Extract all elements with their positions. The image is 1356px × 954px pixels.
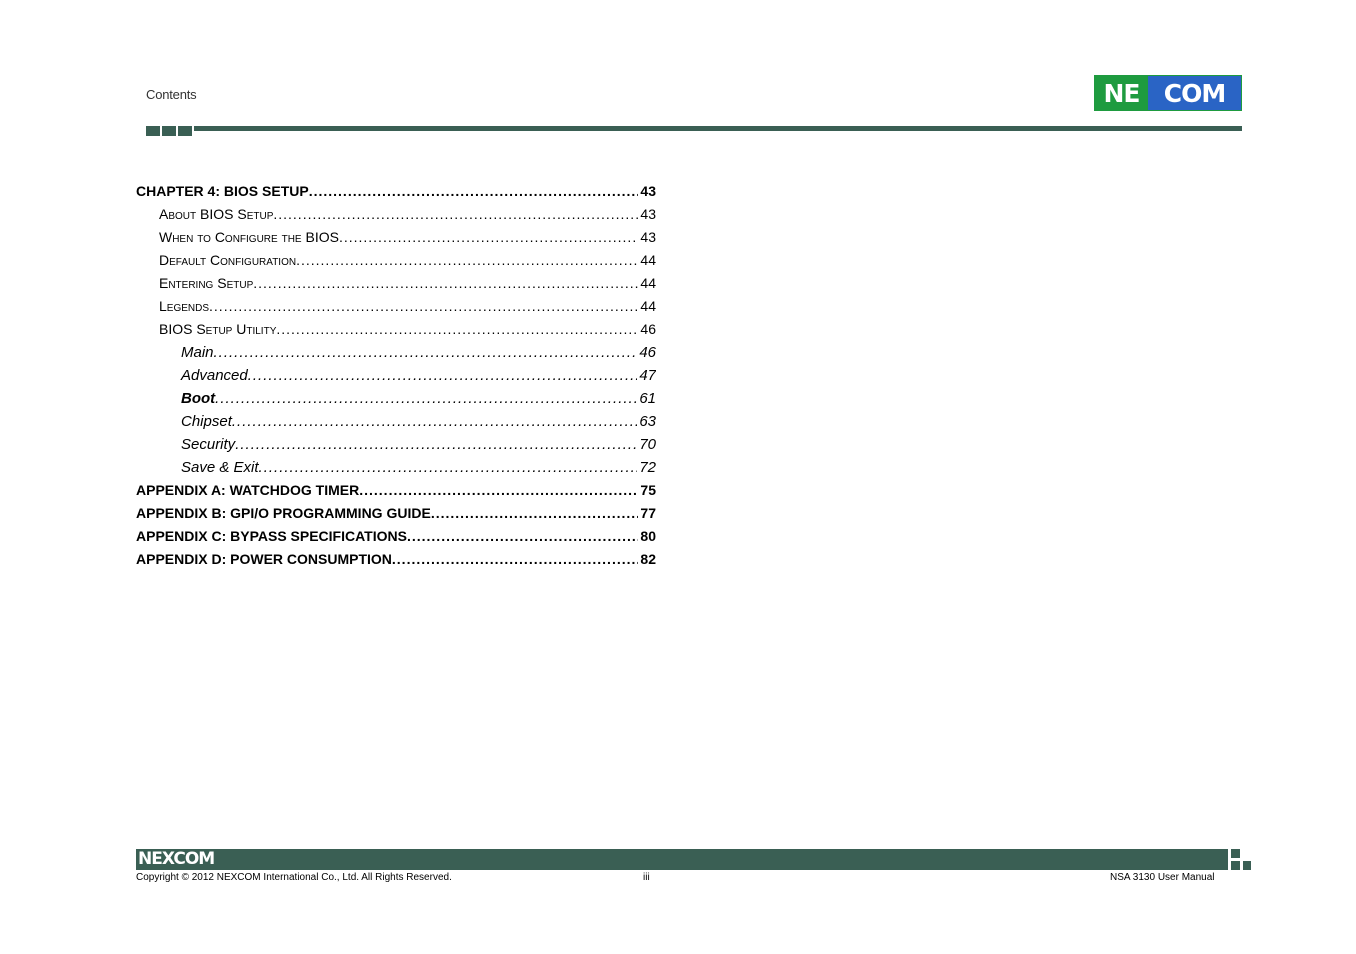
- toc-leader-dots: [215, 387, 637, 410]
- footer-corner-mark: [1231, 861, 1240, 870]
- toc-entry-page: 75: [640, 482, 656, 498]
- toc-entry[interactable]: [136, 456, 656, 479]
- toc-entry[interactable]: [136, 502, 656, 525]
- toc-entry-title: Advanced: [181, 367, 248, 384]
- toc-entry-title: APPENDIX B: GPI/O PROGRAMMING GUIDE: [136, 505, 431, 521]
- header-decoration-blocks: [146, 126, 192, 136]
- page-number: iii: [643, 872, 650, 883]
- toc-leader-dots: [214, 341, 638, 364]
- toc-entry-page: 80: [640, 528, 656, 544]
- toc-leader-dots: [232, 410, 637, 433]
- header-block: [162, 126, 176, 136]
- footer-corner-mark: [1231, 849, 1240, 858]
- toc-entry-page: 82: [640, 551, 656, 567]
- toc-entry-page: 63: [639, 413, 656, 430]
- toc-entry-page: 47: [639, 367, 656, 384]
- toc-leader-dots: [248, 364, 638, 387]
- manual-title: NSA 3130 User Manual: [1110, 872, 1215, 883]
- toc-entry-page: 46: [639, 344, 656, 361]
- toc-entry-title: Chipset: [181, 413, 232, 430]
- toc-entry-title: Main: [181, 344, 214, 361]
- toc-entry-title: APPENDIX A: WATCHDOG TIMER: [136, 482, 360, 498]
- toc-leader-dots: [235, 433, 637, 456]
- toc-entry-title: Security: [181, 436, 236, 453]
- toc-entry-page: 43: [640, 229, 656, 245]
- toc-entry[interactable]: [136, 203, 656, 226]
- toc-entry-title: Save & Exit: [181, 459, 259, 476]
- toc-leader-dots: [276, 318, 638, 341]
- toc-entry[interactable]: [136, 433, 656, 456]
- toc-leader-dots: [273, 203, 638, 226]
- toc-leader-dots: [359, 479, 638, 502]
- toc-entry-page: 70: [639, 436, 656, 453]
- toc-leader-dots: [309, 180, 639, 203]
- footer-corner-mark: [1243, 861, 1251, 870]
- header-block: [146, 126, 160, 136]
- nexcom-logo: [1094, 75, 1242, 111]
- toc-entry-title: When to Configure the BIOS: [159, 229, 339, 245]
- toc-entry-page: 43: [640, 183, 656, 199]
- toc-entry-page: 46: [640, 321, 656, 337]
- toc-leader-dots: [407, 525, 638, 548]
- toc-entry-page: 61: [639, 390, 656, 407]
- header-rule: [194, 126, 1242, 131]
- toc-entry-page: 44: [640, 252, 656, 268]
- footer-bar: [136, 849, 1228, 870]
- toc-leader-dots: [296, 249, 638, 272]
- toc-leader-dots: [392, 548, 639, 571]
- toc-entry-page: 77: [640, 505, 656, 521]
- toc-entry[interactable]: [136, 341, 656, 364]
- toc-entry[interactable]: [136, 226, 656, 249]
- toc-entry[interactable]: [136, 479, 656, 502]
- toc-entry-title: APPENDIX C: BYPASS SPECIFICATIONS: [136, 528, 407, 544]
- toc-entry-title: CHAPTER 4: BIOS SETUP: [136, 183, 309, 199]
- toc-entry[interactable]: [136, 387, 656, 410]
- toc-entry-title: BIOS Setup Utility: [159, 321, 277, 337]
- toc-entry[interactable]: [136, 548, 656, 571]
- logo-ne: NE: [1103, 78, 1140, 108]
- toc-entry-page: 72: [639, 459, 656, 476]
- toc-entry[interactable]: [136, 180, 656, 203]
- toc-entry[interactable]: [136, 295, 656, 318]
- toc-entry-title: Legends: [159, 298, 210, 314]
- footer-logo: NEXCOM: [138, 849, 215, 869]
- toc-entry-title: Boot: [181, 390, 216, 407]
- toc-leader-dots: [209, 295, 638, 318]
- toc-leader-dots: [259, 456, 638, 479]
- toc-entry-page: 43: [640, 206, 656, 222]
- copyright-text: Copyright © 2012 NEXCOM International Co., Ltd. All Rights Reserved.: [136, 872, 452, 883]
- toc-entry[interactable]: [136, 272, 656, 295]
- toc-entry[interactable]: [136, 318, 656, 341]
- table-of-contents: [136, 180, 656, 571]
- toc-entry-page: 44: [640, 298, 656, 314]
- toc-leader-dots: [431, 502, 639, 525]
- toc-entry[interactable]: [136, 364, 656, 387]
- header-block: [178, 126, 192, 136]
- toc-entry-title: APPENDIX D: POWER CONSUMPTION: [136, 551, 392, 567]
- toc-leader-dots: [339, 226, 638, 249]
- toc-entry-title: About BIOS Setup: [159, 206, 274, 222]
- toc-leader-dots: [253, 272, 638, 295]
- toc-entry[interactable]: [136, 410, 656, 433]
- toc-entry-title: Entering Setup: [159, 275, 254, 291]
- toc-entry[interactable]: [136, 525, 656, 548]
- toc-entry-title: Default Configuration: [159, 252, 297, 268]
- toc-entry[interactable]: [136, 249, 656, 272]
- section-title: Contents: [146, 87, 197, 102]
- logo-com: COM: [1148, 76, 1241, 110]
- toc-entry-page: 44: [640, 275, 656, 291]
